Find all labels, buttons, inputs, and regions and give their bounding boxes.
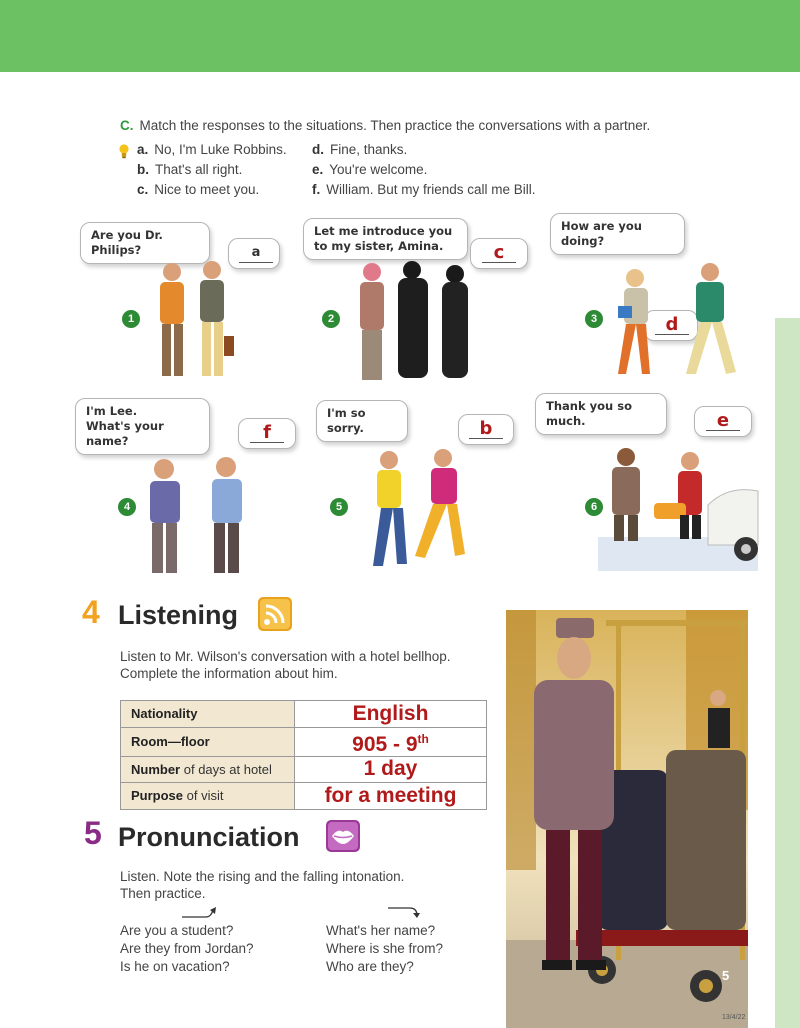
pronunciation-title: Pronunciation bbox=[118, 822, 300, 852]
response-a: a. No, I'm Luke Robbins. bbox=[137, 142, 287, 157]
scene-6-answer-bubble bbox=[694, 406, 752, 437]
table-row bbox=[121, 701, 487, 728]
scene-6-answer[interactable]: e bbox=[706, 412, 740, 431]
scene-6-number: 6 bbox=[585, 498, 603, 516]
page-number: 5 bbox=[722, 968, 730, 983]
scene-2-speech-bubble: Let me introduce you to my sister, Amina. bbox=[303, 218, 468, 260]
bellhop-photo bbox=[506, 610, 748, 1028]
scene-6-speech-bubble: Thank you so much. bbox=[535, 393, 667, 435]
scene-2-illustration bbox=[350, 260, 480, 385]
scene-5-number: 5 bbox=[330, 498, 348, 516]
scene-5-answer[interactable]: b bbox=[469, 420, 503, 439]
room-floor-value[interactable]: 905 - 9th bbox=[295, 727, 487, 756]
row-label: Nationality bbox=[121, 701, 295, 728]
scene-4-illustration bbox=[140, 455, 255, 575]
row-label: Number of days at hotel bbox=[121, 756, 295, 783]
scene-3-speech-bubble: How are you doing? bbox=[550, 213, 685, 255]
scene-1-answer[interactable]: a bbox=[239, 244, 273, 263]
scene-1-number: 1 bbox=[122, 310, 140, 328]
scene-5-answer-bubble bbox=[458, 414, 514, 445]
scene-4-answer[interactable]: f bbox=[250, 424, 284, 443]
row-label: Purpose of visit bbox=[121, 783, 295, 810]
listening-title: Listening bbox=[118, 600, 238, 630]
scene-5-speech-bubble: I'm so sorry. bbox=[316, 400, 408, 442]
response-e: e. You're welcome. bbox=[312, 162, 428, 177]
scene-4-number: 4 bbox=[118, 498, 136, 516]
table-row bbox=[121, 783, 487, 810]
scene-3-answer[interactable]: d bbox=[655, 316, 689, 335]
list-item: What's her name? bbox=[326, 923, 436, 938]
rising-intonation-list bbox=[120, 922, 254, 976]
purpose-value[interactable]: for a meeting bbox=[295, 783, 487, 810]
list-item: Who are they? bbox=[326, 959, 414, 974]
pronunciation-section-number: 5 bbox=[84, 815, 102, 851]
rising-intonation-arrow-icon bbox=[180, 905, 218, 919]
listening-instruction: Listen to Mr. Wilson's conversation with a hotel bellhop. Complete the information about him. bbox=[120, 649, 451, 681]
scene-3-illustration bbox=[610, 262, 750, 382]
side-tab bbox=[775, 318, 800, 1028]
scene-5-illustration bbox=[355, 448, 475, 570]
response-c: c. Nice to meet you. bbox=[137, 182, 260, 197]
exercise-letter: C. bbox=[120, 118, 134, 133]
scene-2-answer[interactable]: c bbox=[482, 244, 516, 263]
row-label: Room—floor bbox=[121, 727, 295, 756]
scene-1-illustration bbox=[150, 258, 245, 383]
scene-2-number: 2 bbox=[322, 310, 340, 328]
scene-6-illustration bbox=[598, 445, 760, 573]
nationality-value[interactable]: English bbox=[295, 701, 487, 728]
print-stamp: 13/4/22 bbox=[722, 1014, 746, 1021]
list-item: Are they from Jordan? bbox=[120, 941, 254, 956]
listening-section-number: 4 bbox=[82, 594, 100, 630]
list-item: Are you a student? bbox=[120, 923, 234, 938]
table-row bbox=[121, 756, 487, 783]
exercise-c-instruction bbox=[120, 118, 650, 133]
response-d: d. Fine, thanks. bbox=[312, 142, 408, 157]
list-item: Is he on vacation? bbox=[120, 959, 230, 974]
response-f: f. William. But my friends call me Bill. bbox=[312, 182, 536, 197]
falling-intonation-list bbox=[326, 922, 443, 976]
scene-4-speech-bubble: I'm Lee. What's your name? bbox=[75, 398, 210, 455]
list-item: Where is she from? bbox=[326, 941, 444, 956]
falling-intonation-arrow-icon bbox=[386, 905, 422, 919]
scene-1-speech-bubble: Are you Dr. Philips? bbox=[80, 222, 210, 264]
days-value[interactable]: 1 day bbox=[295, 756, 487, 783]
response-b: b. That's all right. bbox=[137, 162, 243, 177]
pronunciation-instruction: Listen. Note the rising and the falling intonation. Then practice. bbox=[120, 869, 405, 901]
audio-icon[interactable] bbox=[258, 597, 292, 631]
lips-icon[interactable] bbox=[326, 820, 360, 852]
lightbulb-icon bbox=[118, 143, 130, 159]
listening-info-table bbox=[120, 700, 487, 810]
scene-4-answer-bubble bbox=[238, 418, 296, 449]
table-row bbox=[121, 727, 487, 756]
scene-3-number: 3 bbox=[585, 310, 603, 328]
exercise-instruction-text: Match the responses to the situations. Then practice the conversations with a partner. bbox=[139, 118, 651, 133]
top-color-band bbox=[0, 0, 800, 72]
